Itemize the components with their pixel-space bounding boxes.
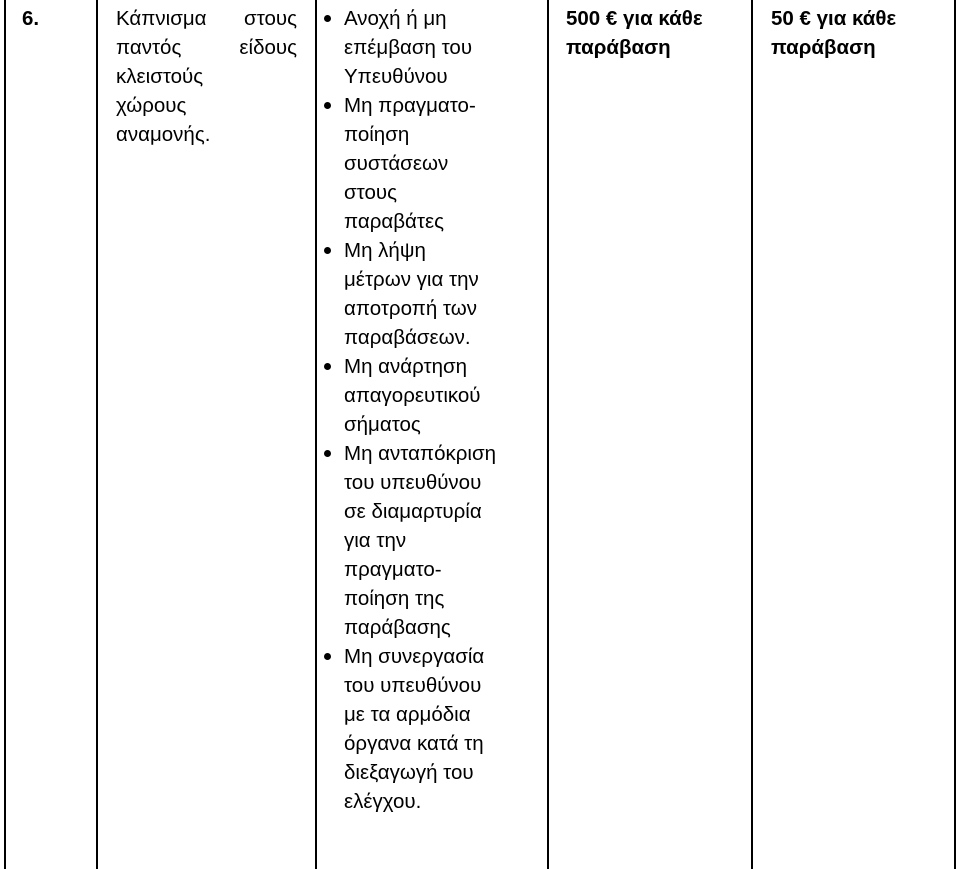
bullet-icon (324, 15, 331, 22)
bullet-icon (324, 102, 331, 109)
description-word: στους (244, 7, 297, 30)
description-line-2 (116, 33, 297, 62)
violation-description (116, 4, 298, 149)
column-divider-3 (547, 0, 549, 869)
description-line-1 (116, 4, 297, 33)
description-line-3: κλειστούς (116, 65, 204, 88)
description-word: Κάπνισμα (116, 7, 207, 30)
list-item-text: Μη ανάρτηση απαγορευτικού σήματος (344, 355, 481, 436)
column-divider-1 (96, 0, 98, 869)
list-item-text: Ανοχή ή μη επέμβαση του Υπευθύνου (344, 7, 473, 88)
list-item (319, 439, 543, 642)
list-item (319, 91, 543, 236)
list-item (319, 236, 543, 352)
list-item-text: Μη συνεργασία του υπευθύνου με τα αρμόδια όργανα κατά τη διεξαγωγή του ελέγχου. (344, 645, 485, 813)
row-number: 6. (22, 7, 40, 30)
list-item (319, 352, 543, 439)
list-item-text: Μη ανταπόκριση του υπευθύνου σε διαμαρτυρία για την πραγματο- ποίηση της παράβασης (344, 442, 496, 639)
list-item-text: Μη λήψη μέτρων για την αποτροπή των παραβάσεων. (344, 239, 479, 349)
column-divider-4 (751, 0, 753, 869)
list-item-text: Μη πραγματο- ποίηση συστάσεων στους παραβάτες (344, 94, 476, 233)
table-border-right (954, 0, 956, 869)
bullet-icon (324, 247, 331, 254)
bullet-icon (324, 363, 331, 370)
description-word: είδους (239, 36, 297, 59)
fine-unit: παράβαση (566, 36, 671, 59)
bullet-icon (324, 653, 331, 660)
description-line-4: χώρους (116, 94, 187, 117)
table-border-left (4, 0, 6, 869)
description-line-5: αναμονής. (116, 123, 211, 146)
list-item (319, 642, 543, 816)
fine-offender (771, 4, 951, 62)
fine-responsible (566, 4, 746, 62)
bullet-icon (324, 450, 331, 457)
description-word: παντός (116, 36, 182, 59)
column-divider-2 (315, 0, 317, 869)
fine-amount: 50 € για κάθε (771, 7, 897, 30)
fine-amount: 500 € για κάθε (566, 7, 703, 30)
responsibility-list (319, 4, 543, 816)
list-item (319, 4, 543, 91)
fine-unit: παράβαση (771, 36, 876, 59)
